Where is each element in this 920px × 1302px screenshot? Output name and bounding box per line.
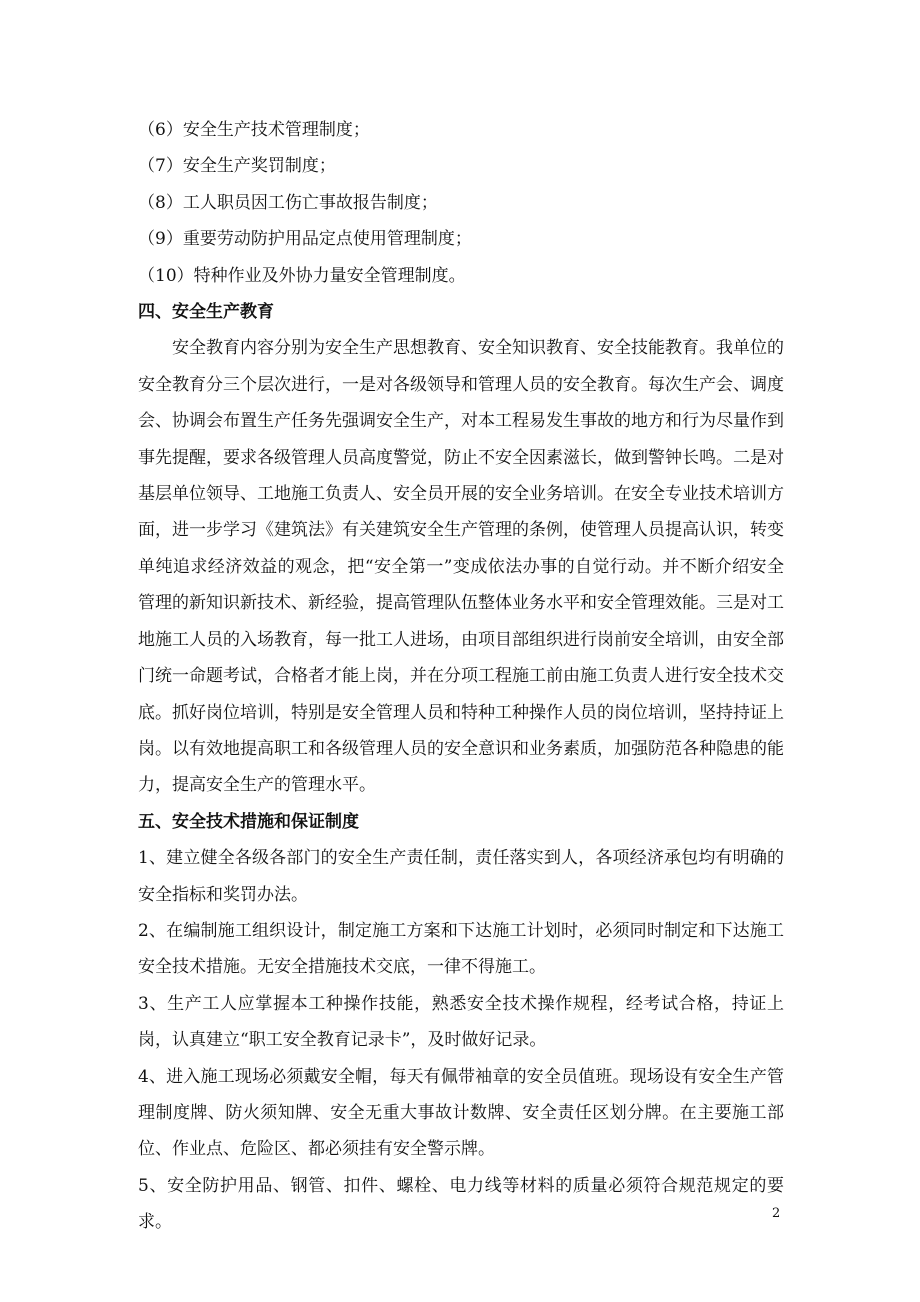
section-4-body: 安全教育内容分别为安全生产思想教育、安全知识教育、安全技能教育。我单位的安全教育分三个层次进行，一是对各级领导和管理人员的安全教育。每次生产会、调度会、协调会布置生产任务先强调安全生产，对本工程易发生事故的地方和行为尽量作到事先提醒，要求各级管理人员高度警觉，防止不安全因素滋长，做到警钟长鸣。二是对基层单位领导、工地施工负责人、安全员开展的安全业务培训。在安全专业技术培训方面，进一步学习《建筑法》有关建筑安全生产管理的条例，使管理人员提高认识，转变单纯追求经济效益的观念，把“安全第一”变成依法办事的自觉行动。并不断介绍安全管理的新知识新技术、新经验，提高管理队伍整体业务水平和安全管理效能。三是对工地施工人员的入场教育，每一批工人进场，由项目部组织进行岗前安全培训，由安全部门统一命题考试，合格者才能上岗，并在分项工程施工前由施工负责人进行安全技术交底。抓好岗位培训，特别是安全管理人员和特种工种操作人员的岗位培训，坚持持证上岗。以有效地提高职工和各级管理人员的安全意识和业务素质，加强防范各种隐患的能力，提高安全生产的管理水平。 xyxy=(138,338,784,796)
section-5-item-1: 1、建立健全各级各部门的安全生产责任制，责任落实到人，各项经济承包均有明确的安全指标和奖罚办法。 xyxy=(138,848,784,905)
list-item-7: （7）安全生产奖罚制度； xyxy=(138,156,336,177)
list-item-6: （6）安全生产技术管理制度； xyxy=(138,120,370,140)
list-item-8: （8）工人职员因工伤亡事故报告制度； xyxy=(138,192,438,213)
section-4-heading: 四、安全生产教育 xyxy=(138,302,274,323)
page-number: 2 xyxy=(772,1206,781,1221)
list-item-9: （9）重要劳动防护用品定点使用管理制度； xyxy=(138,229,472,250)
section-5-item-5: 5、安全防护用品、钢管、扣件、螺栓、电力线等材料的质量必须符合规范规定的要求。 xyxy=(138,1175,784,1233)
section-5-item-3: 3、生产工人应掌握本工种操作技能，熟悉安全技术操作规程，经考试合格，持证上岗，认真建立“职工安全教育记录卡”，及时做好记录。 xyxy=(138,993,784,1051)
section-5-heading: 五、安全技术措施和保证制度 xyxy=(138,811,359,832)
document-page xyxy=(138,112,784,1241)
list-item-10: （10）特种作业及外协力量安全管理制度。 xyxy=(138,265,466,286)
section-5-item-2: 2、在编制施工组织设计，制定施工方案和下达施工计划时，必须同时制定和下达施工安全技术措施。无安全措施技术交底，一律不得施工。 xyxy=(138,920,784,978)
section-5-item-4: 4、进入施工现场必须戴安全帽，每天有佩带袖章的安全员值班。现场设有安全生产管理制度牌、防火须知牌、安全无重大事故计数牌、安全责任区划分牌。在主要施工部位、作业点、危险区、都必须挂有安全警示牌。 xyxy=(138,1066,784,1160)
